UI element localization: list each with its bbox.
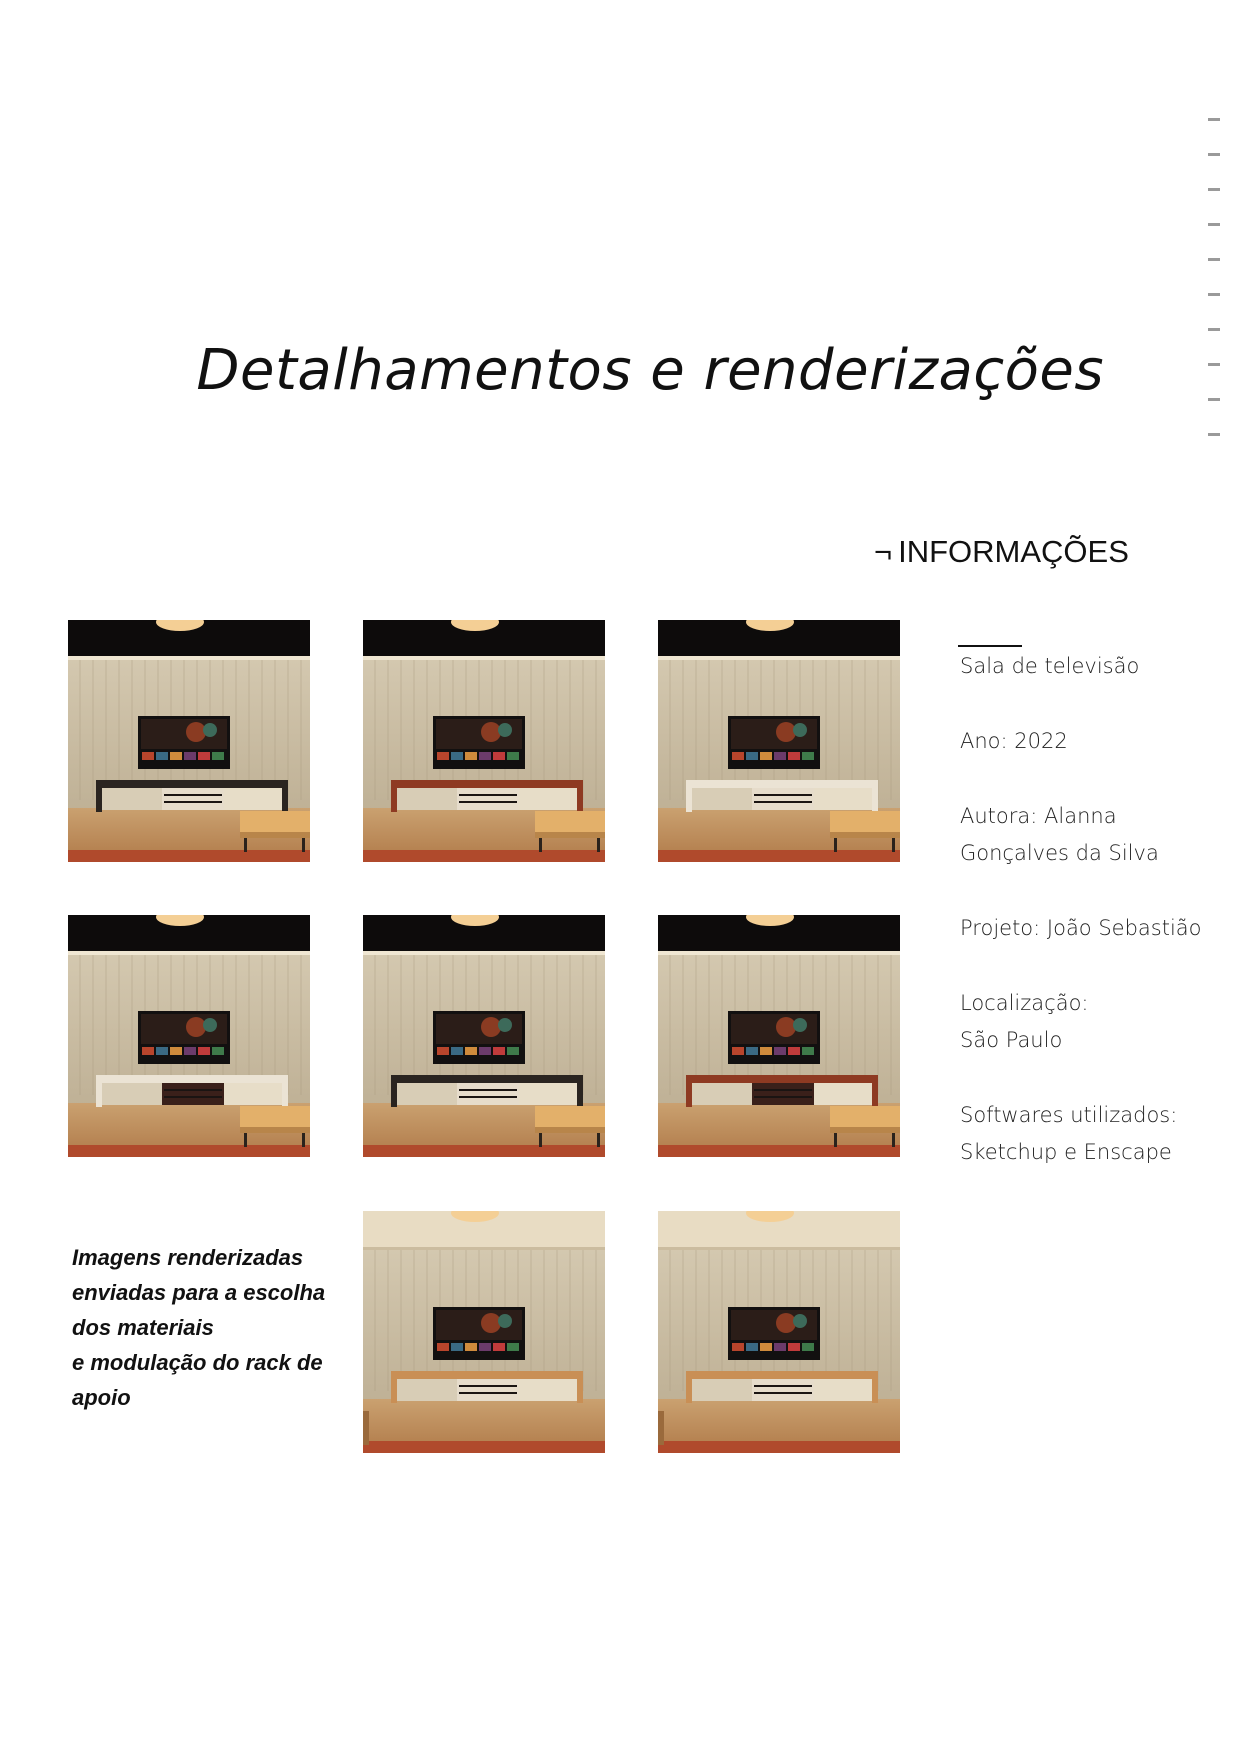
render-image-6: [658, 915, 900, 1157]
edge-dash: [1208, 293, 1220, 296]
edge-dash: [1208, 118, 1220, 121]
info-software-label: Softwares utilizados:: [960, 1103, 1178, 1127]
render-image-3: [658, 620, 900, 862]
info-year: Ano: 2022: [960, 729, 1068, 753]
caption-line-5: apoio: [72, 1385, 131, 1410]
edge-dash: [1208, 328, 1220, 331]
info-room: Sala de televisão: [960, 654, 1140, 678]
edge-dash: [1208, 188, 1220, 191]
section-heading-label: INFORMAÇÕES: [898, 534, 1129, 569]
render-image-5: [363, 915, 605, 1157]
info-divider: [958, 645, 1022, 647]
edge-dash: [1208, 363, 1220, 366]
info-location-value: São Paulo: [960, 1028, 1063, 1052]
project-info: [960, 648, 1230, 1171]
info-author-line-2: Gonçalves da Silva: [960, 841, 1159, 865]
info-software-value: Sketchup e Enscape: [960, 1140, 1172, 1164]
edge-dash: [1208, 433, 1220, 436]
caption-line-3: dos materiais: [72, 1315, 214, 1340]
render-image-8: [658, 1211, 900, 1453]
edge-dash: [1208, 223, 1220, 226]
section-heading: [874, 534, 1129, 570]
render-image-2: [363, 620, 605, 862]
edge-dash: [1208, 153, 1220, 156]
info-author-line-1: Autora: Alanna: [960, 804, 1117, 828]
heading-mark: ¬: [874, 534, 893, 569]
caption-line-4: e modulação do rack de: [72, 1350, 323, 1375]
caption-line-2: enviadas para a escolha: [72, 1280, 326, 1305]
render-image-1: [68, 620, 310, 862]
edge-dash: [1208, 398, 1220, 401]
render-image-4: [68, 915, 310, 1157]
page-title: Detalhamentos e renderizações: [196, 337, 1104, 403]
info-location-label: Localização:: [960, 991, 1089, 1015]
edge-dash: [1208, 258, 1220, 261]
render-caption: [72, 1240, 352, 1415]
info-project: Projeto: João Sebastião: [960, 916, 1202, 940]
caption-line-1: Imagens renderizadas: [72, 1245, 304, 1270]
render-image-7: [363, 1211, 605, 1453]
page-edge-marks: [1208, 118, 1220, 458]
